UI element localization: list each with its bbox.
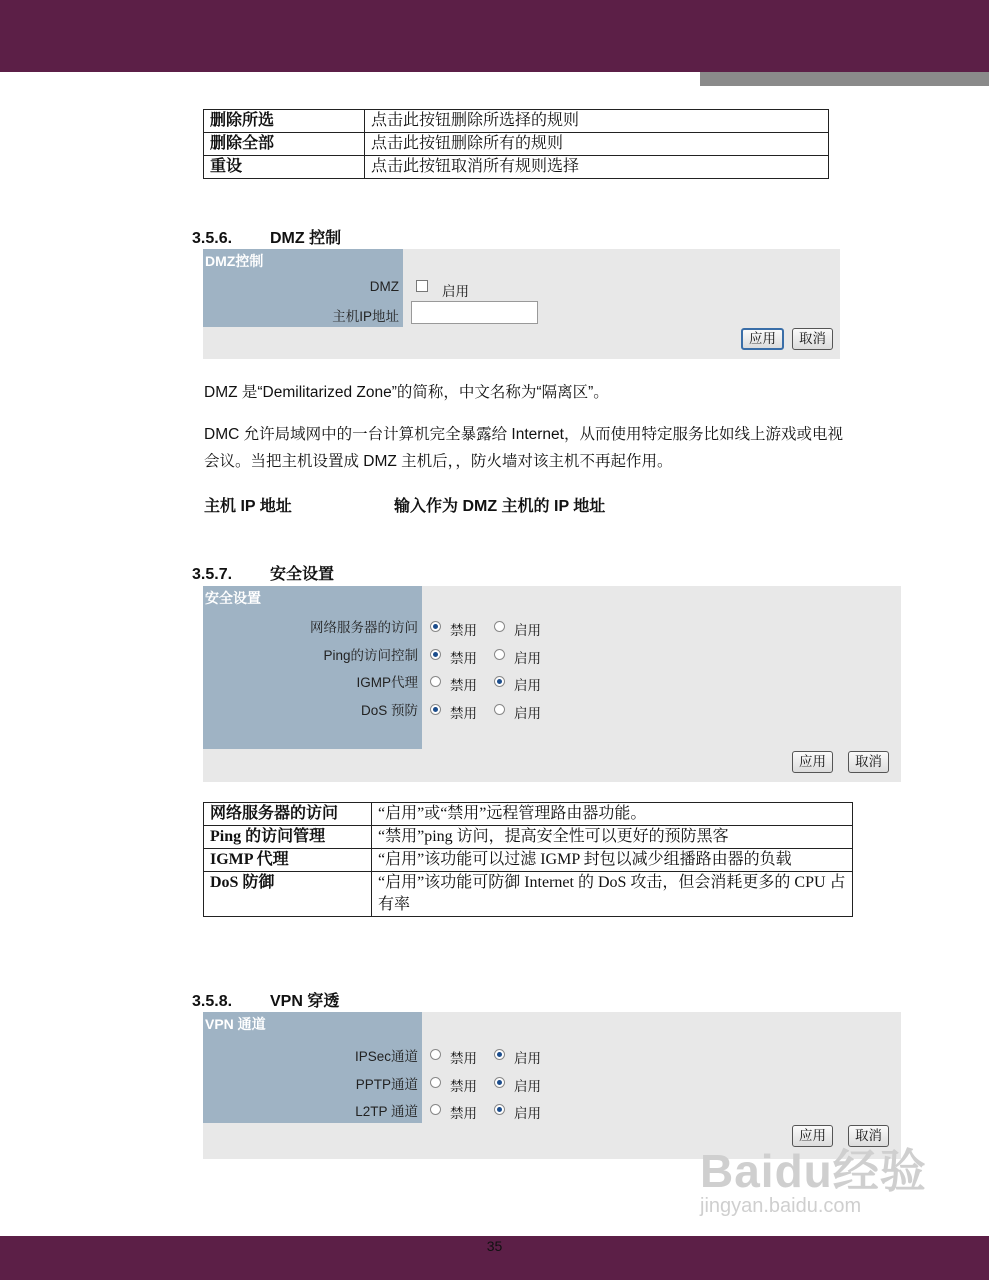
igmp-enable-radio[interactable] (494, 676, 505, 687)
rules-table (203, 109, 829, 179)
table-cell-key: 删除所选 (204, 110, 365, 133)
table-cell-desc: “启用”该功能可以过滤 IGMP 封包以减少组播路由器的负载 (372, 849, 853, 872)
table-cell-key: Ping 的访问管理 (204, 826, 372, 849)
section-title: 安全设置 (270, 566, 335, 583)
field-value: 输入作为 DMZ 主机的 IP 地址 (394, 498, 606, 515)
table-cell-key: IGMP 代理 (204, 849, 372, 872)
table-cell-desc: 点击此按钮取消所有规则选择 (365, 156, 829, 179)
table-row (204, 803, 853, 826)
radio-label: 禁用 (450, 1051, 477, 1066)
table-row (204, 826, 853, 849)
table-row (204, 849, 853, 872)
apply-button[interactable]: 应用 (792, 1125, 833, 1147)
table-cell-desc: 点击此按钮删除所选择的规则 (365, 110, 829, 133)
ipsec-disable-radio[interactable] (430, 1049, 441, 1060)
web-access-label: 网络服务器的访问 (310, 620, 418, 635)
table-cell-desc: “启用”或“禁用”远程管理路由器功能。 (372, 803, 853, 826)
igmp-proxy-label: IGMP代理 (356, 675, 418, 690)
pptp-enable-radio[interactable] (494, 1077, 505, 1088)
radio-label: 禁用 (450, 1079, 477, 1094)
radio-label: 启用 (514, 651, 541, 666)
host-ip-input[interactable] (411, 301, 538, 324)
header-band (0, 0, 989, 72)
radio-label: 启用 (514, 706, 541, 721)
ping-enable-radio[interactable] (494, 649, 505, 660)
table-row (204, 110, 829, 133)
l2tp-disable-radio[interactable] (430, 1104, 441, 1115)
radio-label: 启用 (514, 623, 541, 638)
table-cell-key: 删除全部 (204, 133, 365, 156)
l2tp-label: L2TP 通道 (355, 1104, 418, 1119)
pptp-label: PPTP通道 (355, 1077, 418, 1092)
baidu-watermark (700, 1135, 927, 1218)
dos-disable-radio[interactable] (430, 704, 441, 715)
igmp-disable-radio[interactable] (430, 676, 441, 687)
cancel-button[interactable]: 取消 (792, 328, 833, 350)
panel-sidebar (203, 586, 422, 749)
dmz-enable-checkbox[interactable] (416, 280, 428, 292)
table-cell-desc: 点击此按钮删除所有的规则 (365, 133, 829, 156)
table-row (204, 872, 853, 917)
dmz-enable-label: 启用 (442, 284, 469, 299)
ipsec-label: IPSec通道 (354, 1049, 418, 1064)
header-rule (0, 72, 700, 86)
apply-button[interactable]: 应用 (741, 328, 784, 350)
field-key: 主机 IP 地址 (204, 498, 292, 515)
radio-label: 启用 (514, 1079, 541, 1094)
section-title: DMZ 控制 (270, 230, 342, 247)
radio-label: 启用 (514, 1051, 541, 1066)
panel-title: DMZ控制 (205, 253, 264, 269)
watermark-brand: Baidu经验 (700, 1145, 927, 1197)
radio-label: 禁用 (450, 651, 477, 666)
panel-title: 安全设置 (205, 590, 261, 606)
page-number: 35 (486, 1238, 503, 1254)
web-access-enable-radio[interactable] (494, 621, 505, 632)
table-cell-key: DoS 防御 (204, 872, 372, 917)
radio-label: 禁用 (450, 706, 477, 721)
section-heading-dmz (192, 225, 341, 248)
l2tp-enable-radio[interactable] (494, 1104, 505, 1115)
table-row (204, 133, 829, 156)
dmz-panel (203, 249, 840, 359)
watermark-url: jingyan.baidu.com (700, 1195, 862, 1217)
table-cell-key: 重设 (204, 156, 365, 179)
dos-enable-radio[interactable] (494, 704, 505, 715)
host-ip-label: 主机IP地址 (332, 309, 399, 324)
section-heading-security (192, 561, 334, 584)
web-access-disable-radio[interactable] (430, 621, 441, 632)
cancel-button[interactable]: 取消 (848, 751, 889, 773)
dmz-explanation: DMC 允许局域网中的一台计算机完全暴露给 Internet，从而使用特定服务比如线上游戏或电视会议。当把主机设置成 DMZ 主机后，，防火墙对该主机不再起作用。 (204, 426, 843, 470)
section-title: VPN 穿透 (270, 993, 340, 1010)
table-cell-desc: “禁用”ping 访问，提高安全性可以更好的预防黑客 (372, 826, 853, 849)
ping-access-label: Ping的访问控制 (323, 648, 418, 663)
security-panel (203, 586, 901, 782)
dmz-label: DMZ (369, 279, 399, 294)
table-cell-desc: “启用”该功能可防御 Internet 的 DoS 攻击，但会消耗更多的 CPU 占有率 (372, 872, 853, 917)
cancel-button[interactable]: 取消 (848, 1125, 889, 1147)
radio-label: 启用 (514, 1106, 541, 1121)
header-accent (700, 72, 989, 86)
table-row (204, 156, 829, 179)
table-cell-key: 网络服务器的访问 (204, 803, 372, 826)
security-table (203, 802, 853, 917)
pptp-disable-radio[interactable] (430, 1077, 441, 1088)
radio-label: 禁用 (450, 1106, 477, 1121)
radio-label: 启用 (514, 678, 541, 693)
dmz-description: DMZ 是“Demilitarized Zone”的简称，中文名称为“隔离区”。 (204, 384, 609, 401)
dos-prevention-label: DoS 预防 (360, 703, 418, 718)
panel-title: VPN 通道 (205, 1016, 266, 1032)
apply-button[interactable]: 应用 (792, 751, 833, 773)
radio-label: 禁用 (450, 678, 477, 693)
section-number: 3.5.6. (192, 230, 233, 247)
section-number: 3.5.8. (192, 993, 233, 1010)
ipsec-enable-radio[interactable] (494, 1049, 505, 1060)
section-heading-vpn (192, 988, 339, 1011)
ping-disable-radio[interactable] (430, 649, 441, 660)
section-number: 3.5.7. (192, 566, 233, 583)
radio-label: 禁用 (450, 623, 477, 638)
